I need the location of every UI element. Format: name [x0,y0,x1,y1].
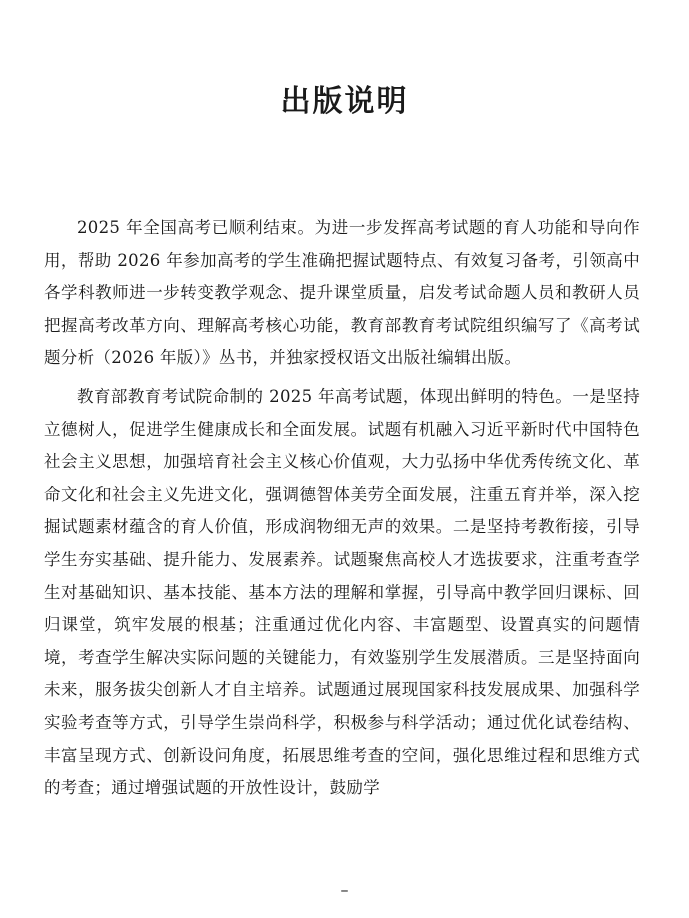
page-title: 出版说明 [280,84,409,119]
paragraph-2: 教育部教育考试院命制的 2025 年高考试题，体现出鲜明的特色。一是坚持立德树人，促进学生健康成长和全面发展。试题有机融入习近平新时代中国特色社会主义思想，加强培育社会主义核心价值观，大力弘扬中华优秀传统文化、革命文化和社会主义先进文化，强调德智体美劳全面发展，注重五育并举，深入挖掘试题素材蕴含的育人价值，形成润物细无声的效果。二是坚持考教衔接，引导学生夯实基础、提升能力、发展素养。试题聚焦高校人才选拔要求，注重考查学生对基础知识、基本技能、基本方法的理解和掌握，引导高中教学回归课标、回归课堂，筑牢发展的根基；注重通过优化内容、丰富题型、设置真实的问题情境，考查学生解决实际问题的关键能力，有效鉴别学生发展潜质。三是坚持面向未来，服务拔尖创新人才自主培养。试题通过展现国家科技发展成果、加强科学实验考查等方式，引导学生崇尚科学，积极参与科学活动；通过优化试卷结构、丰富呈现方式、创新设问角度，拓展思维考查的空间，强化思维过程和思维方式的考查；通过增强试题的开放性设计，鼓励学 [44,386,640,798]
paragraph-1: 2025 年全国高考已顺利结束。为进一步发挥高考试题的育人功能和导向作用，帮助 2026 年参加高考的学生准确把握试题特点、有效复习备考，引领高中各学科教师进一步转变教学观念、提升课堂质量，启发考试命题人员和教研人员把握高考改革方向、理解高考核心功能，教育部教育考试院组织编写了《高考试题分析（2026 年版）》丛书，并独家授权语文出版社编辑出版。 [44,218,640,368]
body-text [44,212,640,811]
page-number-mark: – [340,880,349,899]
